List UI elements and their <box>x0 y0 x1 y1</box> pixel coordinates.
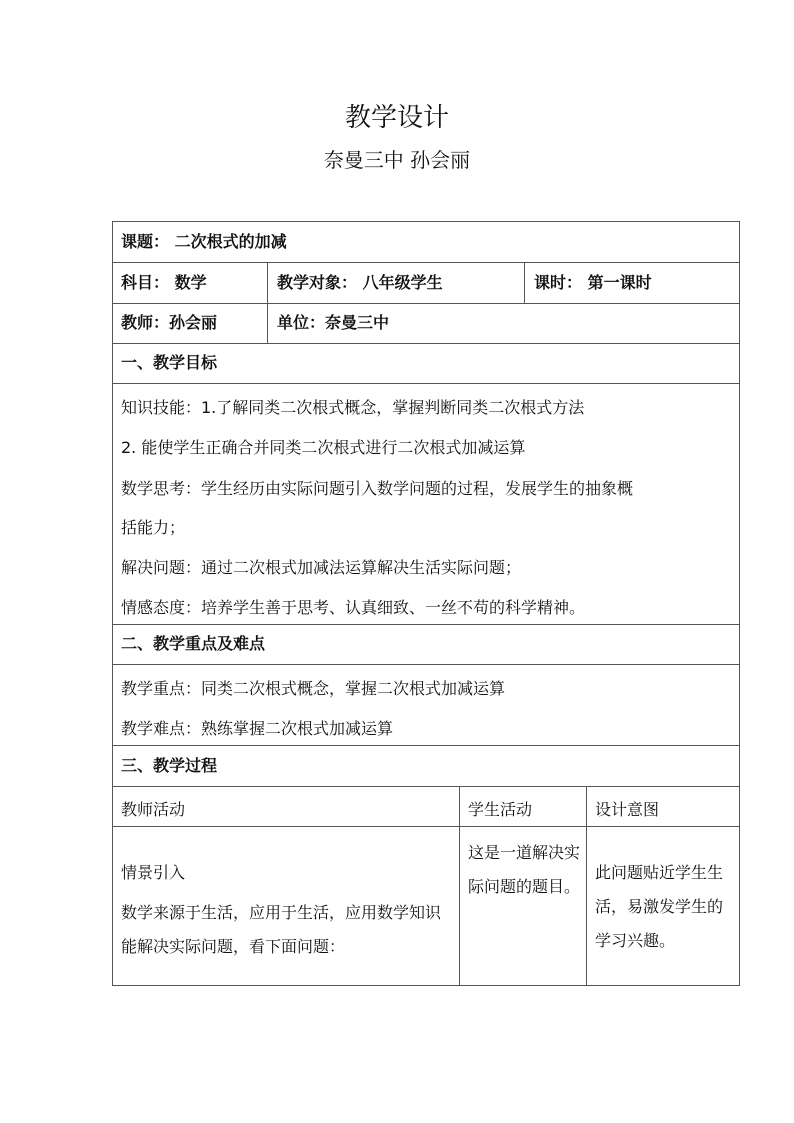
row-divider <box>113 624 739 625</box>
objective-line: 括能力； <box>121 518 186 537</box>
document-title: 教学设计 <box>344 103 449 133</box>
column-header-teacher: 教师活动 <box>121 800 186 819</box>
row-divider <box>113 664 739 665</box>
student-activity-text: 这是一道解决实际问题的题目。 <box>468 843 581 896</box>
objective-line: 2. 能使学生正确合并同类二次根式进行二次根式加减运算 <box>121 438 526 457</box>
teacher-cell: 教师：孙会丽 <box>121 313 218 332</box>
column-divider <box>267 262 268 303</box>
audience-cell: 教学对象： 八年级学生 <box>277 273 443 292</box>
objective-line: 知识技能：1.了解同类二次根式概念，掌握判断同类二次根式方法 <box>121 398 585 417</box>
row-divider <box>113 786 739 787</box>
section-heading-key-points: 二、教学重点及难点 <box>121 634 266 653</box>
column-header-intent: 设计意图 <box>595 800 660 819</box>
column-divider <box>524 262 525 303</box>
period-cell: 课时： 第一课时 <box>534 273 652 292</box>
topic-cell: 课题： 二次根式的加减 <box>121 232 287 251</box>
key-point-line: 教学重点：同类二次根式概念，掌握二次根式加减运算 <box>121 679 506 698</box>
row-divider <box>113 343 739 344</box>
row-divider <box>113 303 739 304</box>
subject-cell: 科目： 数学 <box>121 273 207 292</box>
design-intent-text: 此问题贴近学生生活，易激发学生的学习兴趣。 <box>595 863 724 950</box>
row-divider <box>113 826 739 827</box>
objective-line: 数学思考：学生经历由实际问题引入数学问题的过程，发展学生的抽象概 <box>121 479 634 498</box>
column-divider <box>459 786 460 986</box>
column-header-student: 学生活动 <box>468 800 533 819</box>
objective-line: 情感态度：培养学生善于思考、认真细致、一丝不苟的科学精神。 <box>121 598 586 617</box>
row-divider <box>113 745 739 746</box>
lesson-plan-table <box>112 221 740 986</box>
teacher-activity-title: 情景引入 <box>121 863 186 882</box>
difficulty-line: 教学难点：熟练掌握二次根式加减运算 <box>121 719 394 738</box>
teacher-activity-text: 数学来源于生活，应用于生活，应用数学知识能解决实际问题，看下面问题： <box>121 903 442 956</box>
column-divider <box>267 303 268 343</box>
section-heading-objectives: 一、教学目标 <box>121 353 218 372</box>
section-heading-process: 三、教学过程 <box>121 756 218 775</box>
objective-line: 解决问题：通过二次根式加减法运算解决生活实际问题； <box>121 558 522 577</box>
row-divider <box>113 383 739 384</box>
document-subtitle: 奈曼三中 孙会丽 <box>323 148 471 172</box>
school-cell: 单位：奈曼三中 <box>277 313 390 332</box>
column-divider <box>586 786 587 986</box>
row-divider <box>113 262 739 263</box>
